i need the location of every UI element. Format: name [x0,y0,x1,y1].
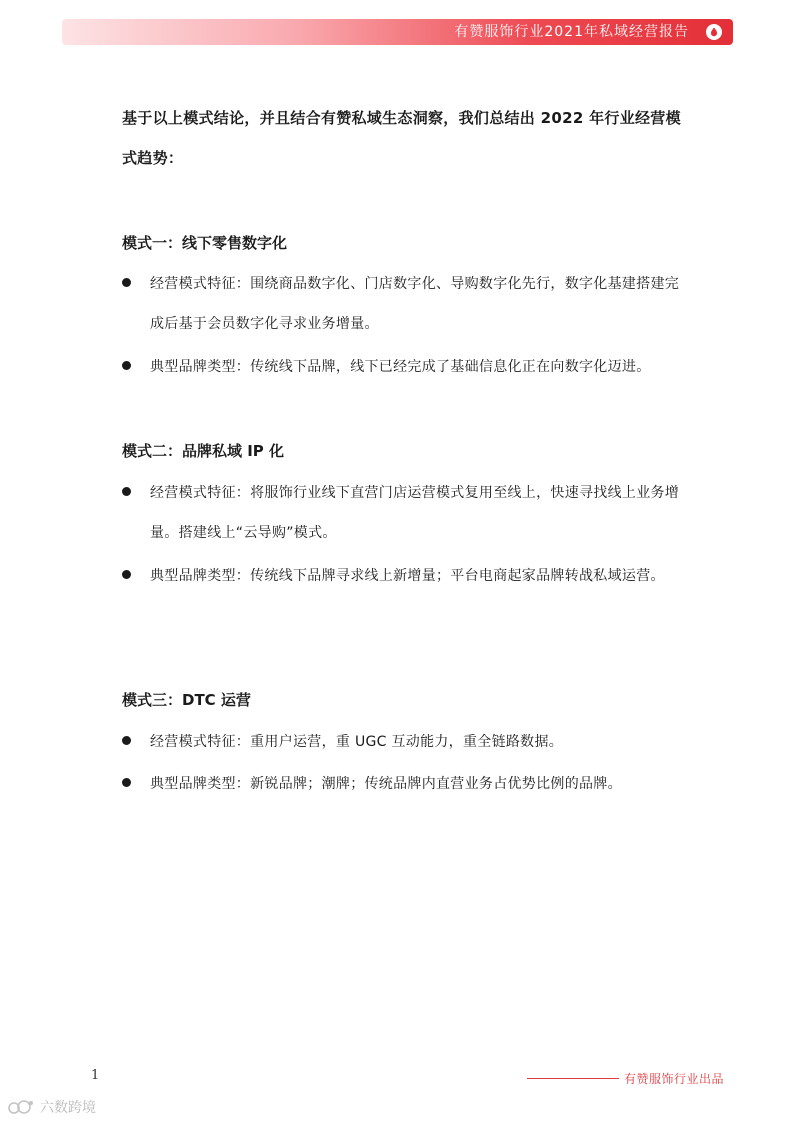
list-item [122,722,692,762]
list-item [122,264,692,344]
bullet-dot-icon [122,778,131,787]
list-item [122,347,692,387]
list-item [122,764,692,804]
bullet-text: 典型品牌类型：传统线下品牌，线下已经完成了基础信息化正在向数字化迈进。 [150,359,651,375]
section-title-mode-3: 模式三：DTC 运营 [122,691,251,709]
yz-logo-icon [706,24,722,40]
section-title-mode-2: 模式二：品牌私域 IP 化 [122,442,285,460]
header-title: 有赞服饰行业2021年私域经营报告 [454,24,689,40]
watermark-text: 六数跨境 [40,1100,96,1116]
watermark [8,1097,96,1117]
header-bar [62,19,733,45]
bullet-dot-icon [122,736,131,745]
footer-credit: 有赞服饰行业出品 [624,1072,725,1086]
bullet-text: 典型品牌类型：传统线下品牌寻求线上新增量；平台电商起家品牌转战私域运营。 [150,568,665,584]
bullet-dot-icon [122,487,131,496]
bullet-text: 典型品牌类型：新锐品牌；潮牌；传统品牌内直营业务占优势比例的品牌。 [150,776,622,792]
bullet-text: 经营模式特征：围绕商品数字化、门店数字化、导购数字化先行，数字化基建搭建完成后基于会员数字化寻求业务增量。 [150,276,680,332]
watermark-logo-icon [8,1099,34,1115]
footer-divider [527,1078,619,1079]
bullet-text: 经营模式特征：将服饰行业线下直营门店运营模式复用至线上，快速寻找线上业务增量。搭建线上“云导购”模式。 [150,485,680,541]
bullet-text: 经营模式特征：重用户运营，重 UGC 互动能力，重全链路数据。 [150,734,564,750]
bullet-dot-icon [122,570,131,579]
section-title-mode-1: 模式一：线下零售数字化 [122,234,288,252]
bullet-dot-icon [122,278,131,287]
bullet-dot-icon [122,361,131,370]
intro-paragraph: 基于以上模式结论，并且结合有赞私域生态洞察，我们总结出 2022 年行业经营模式趋势： [122,109,681,167]
list-item [122,473,692,553]
list-item [122,556,692,596]
page-number: 1 [91,1068,100,1083]
